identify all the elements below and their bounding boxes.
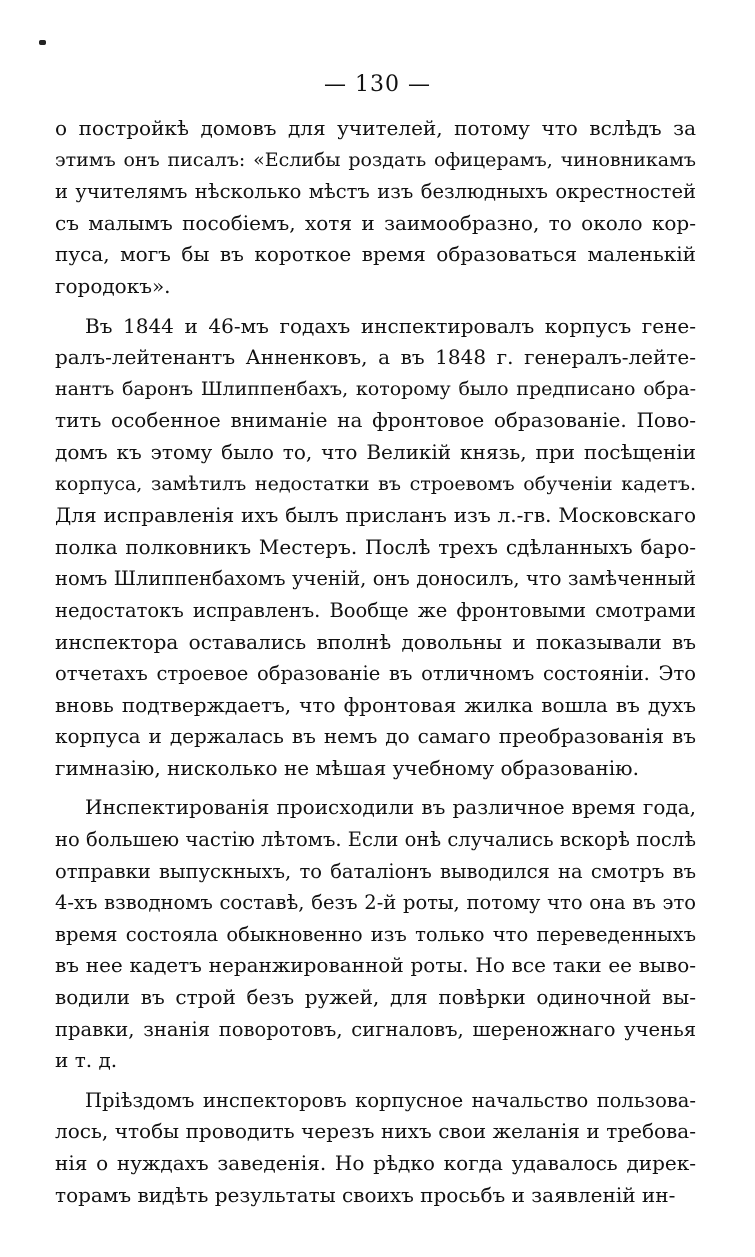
text-line: городокъ». [55, 273, 171, 298]
paragraph-gap [55, 1077, 696, 1085]
body-text [55, 113, 696, 1211]
text-line: нія о нуждахъ заведенія. Но рѣдко когда удавалось дирек- [55, 1151, 696, 1175]
text-line: инспектора оставались вполнѣ довольны и показывали въ [55, 629, 696, 654]
text-line: въ нее кадетъ неранжированной роты. Но все таки ее выво- [55, 953, 696, 978]
text-line: и т. д. [55, 1048, 118, 1073]
paragraph [55, 113, 696, 303]
text-line: торамъ видѣть результаты своихъ просьбъ и заявленій ин- [55, 1182, 676, 1207]
text-line: Инспектированія происходили въ различное время года, [85, 795, 696, 820]
text-line: съ малымъ пособіемъ, хотя и заимообразно, то около кор- [55, 210, 696, 235]
text-line: этимъ онъ писалъ: «Еслибы роздать офицерамъ, чиновникамъ [55, 148, 696, 171]
text-line: лось, чтобы проводить черезъ нихъ свои желанія и требова- [55, 1119, 696, 1144]
text-line: водили въ строй безъ ружей, для повѣрки одиночной вы- [55, 985, 696, 1010]
text-line: 4-хъ взводномъ составѣ, безъ 2-й роты, потому что она въ это [55, 891, 696, 915]
text-line: домъ къ этому было то, что Великій князь, при посѣщеніи [55, 439, 696, 464]
text-line: правки, знанія поворотовъ, сигналовъ, шереножнаго ученья [55, 1017, 696, 1041]
paragraph-gap [55, 784, 696, 792]
text-line: но большею частію лѣтомъ. Если онѣ случались вскорѣ послѣ [55, 828, 696, 852]
text-line: пуса, могъ бы въ короткое время образоваться маленькій [55, 242, 696, 267]
text-line: нантъ баронъ Шлиппенбахъ, которому было предписано обра- [55, 377, 696, 400]
text-line: вновь подтверждаетъ, что фронтовая жилка вошла въ духъ [55, 692, 696, 717]
text-line: недостатокъ исправленъ. Вообще же фронтовыми смотрами [55, 598, 696, 622]
text-line: Для исправленія ихъ былъ присланъ изъ л.-гв. Московскаго [55, 503, 696, 528]
paragraph [55, 1085, 696, 1211]
text-line: полка полковникъ Местеръ. Послѣ трехъ сдѣланныхъ баро- [55, 534, 696, 559]
text-line: номъ Шлиппенбахомъ ученій, онъ доносилъ, что замѣченный [55, 567, 696, 591]
text-line: корпуса, замѣтилъ недостатки въ строевомъ обученіи кадетъ. [55, 472, 696, 495]
text-line: тить особенное вниманіе на фронтовое образованіе. Пово- [55, 408, 696, 433]
paragraph [55, 792, 696, 1076]
text-line: гимназію, нисколько не мѣшая учебному образованію. [55, 755, 639, 780]
text-line: Въ 1844 и 46-мъ годахъ инспектировалъ корпусъ гене- [85, 313, 696, 338]
text-line: корпуса и держалась въ немъ до самаго преобразованія въ [55, 724, 696, 749]
text-line: отправки выпускныхъ, то баталіонъ выводился на смотръ въ [55, 859, 696, 883]
text-line: и учителямъ нѣсколько мѣстъ изъ безлюдныхъ окрестностей [55, 180, 696, 204]
paragraph-gap [55, 303, 696, 311]
text-line: время состояла обыкновенно изъ только что переведенныхъ [55, 922, 696, 946]
text-line: отчетахъ строевое образованіе въ отличномъ состояніи. Это [55, 662, 696, 686]
text-line: о постройкѣ домовъ для учителей, потому что вслѣдъ за [55, 116, 696, 140]
text-line: Пріѣздомъ инспекторовъ корпусное начальство пользова- [85, 1088, 696, 1112]
page-number: — 130 — [324, 72, 431, 97]
ink-speck [39, 40, 46, 45]
text-line: ралъ-лейтенантъ Анненковъ, а въ 1848 г. генералъ-лейте- [55, 345, 696, 370]
paragraph [55, 311, 696, 785]
